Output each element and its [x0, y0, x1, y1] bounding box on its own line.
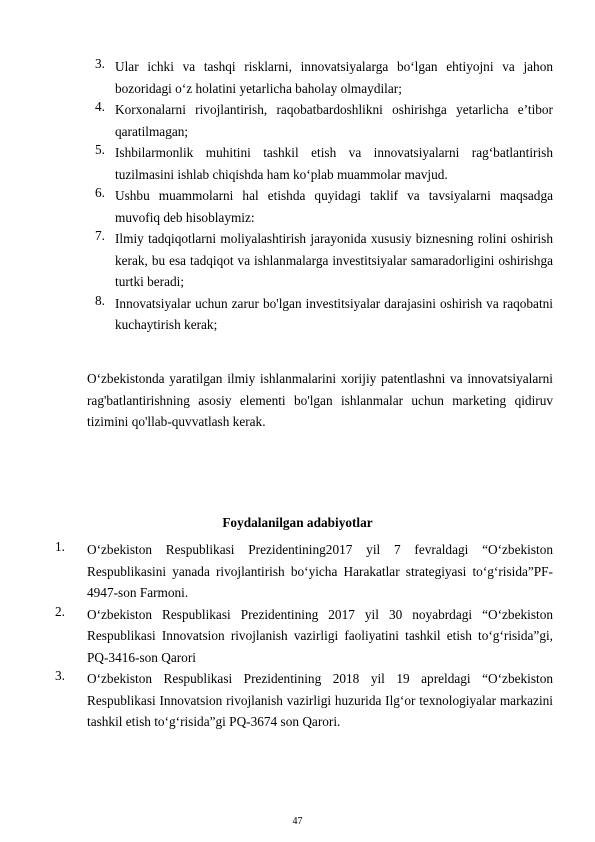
references-list: [0, 539, 595, 733]
list-item: [95, 292, 553, 336]
reference-item: [55, 603, 553, 669]
reference-text: O‘zbekiston Respublikasi Prezidentining 2017 yil 30 noyabrdagi “O‘zbekiston Respublikasi Innovatsion rivojlanish vazirligi faoliyatini tashkil etish to‘g‘risida”gi, PQ-3416-son Qarori: [87, 606, 553, 665]
body-paragraph: O‘zbekistonda yaratilgan ilmiy ishlanmalarini xorijiy patentlashni va innovatsiyalarni rag'batlantirishning asosiy elementi bo'lgan ishlanmalar uchun marketing qidiruv tizimini qo'llab-quvvatlash kerak.: [87, 371, 553, 429]
list-item: [95, 56, 553, 99]
list-item: [95, 99, 553, 142]
list-item-text: Ushbu muammolarni hal etishda quyidagi taklif va tavsiyalarni maqsadga muvofiq deb hisoblaymiz:: [115, 188, 553, 225]
list-item-text: Korxonalarni rivojlantirish, raqobatbardoshlikni oshirishga yetarlicha e’tibor qaratilmagan;: [115, 102, 553, 139]
references-heading: Foydalanilgan adabiyotlar: [222, 515, 373, 530]
reference-text: O‘zbekiston Respublikasi Prezidentining 2018 yil 19 apreldagi “O‘zbekiston Respublikasi Innovatsion rivojlanish vazirligi huzurida Ilg‘or texnologiyalar markazini tashkil etish to‘g‘risida”gi PQ-3674 son Qarori.: [87, 671, 553, 729]
page-number: 47: [292, 816, 303, 827]
list-item-text: Ular ichki va tashqi risklarni, innovatsiyalarga bo‘lgan ehtiyojni va jahon bozoridagi o‘z holatini yetarlicha baholay olmaydilar;: [115, 59, 553, 96]
list-item: [95, 228, 553, 293]
reference-number: 2.: [55, 603, 65, 619]
list-item: [95, 142, 553, 185]
reference-item: [55, 539, 553, 604]
list-item-number: 4.: [95, 99, 105, 114]
list-item-number: 8.: [95, 292, 105, 308]
list-item: [95, 185, 553, 228]
list-item-number: 3.: [95, 56, 105, 71]
reference-text: O‘zbekiston Respublikasi Prezidentining2017 yil 7 fevraldagi “O‘zbekiston Respublikasini yanada rivojlantirish bo‘yicha Harakatlar strategiyasi to‘g‘risida”PF-4947-son Farmoni.: [87, 542, 553, 600]
list-item-text: Ishbilarmonlik muhitini tashkil etish va innovatsiyalarni rag‘batlantirish tuzilmasini ishlab chiqishda ham ko‘plab muammolar mavjud.: [115, 145, 553, 182]
list-item-number: 6.: [95, 185, 105, 200]
list-item-number: 5.: [95, 142, 105, 157]
list-item-text: Ilmiy tadqiqotlarni moliyalashtirish jarayonida xususiy biznesning rolini oshirish kerak, bu esa tadqiqot va ishlanmalarga investitsiyalar samaradorligini oshirishga turtki beradi;: [115, 231, 553, 289]
numbered-list: [0, 56, 595, 336]
reference-number: 1.: [55, 539, 65, 554]
reference-item: [55, 668, 553, 733]
reference-number: 3.: [55, 668, 65, 683]
list-item-text: Innovatsiyalar uchun zarur bo'lgan investitsiyalar darajasini oshirish va raqobatni kuchaytirish kerak;: [115, 295, 553, 332]
list-item-number: 7.: [95, 228, 105, 243]
